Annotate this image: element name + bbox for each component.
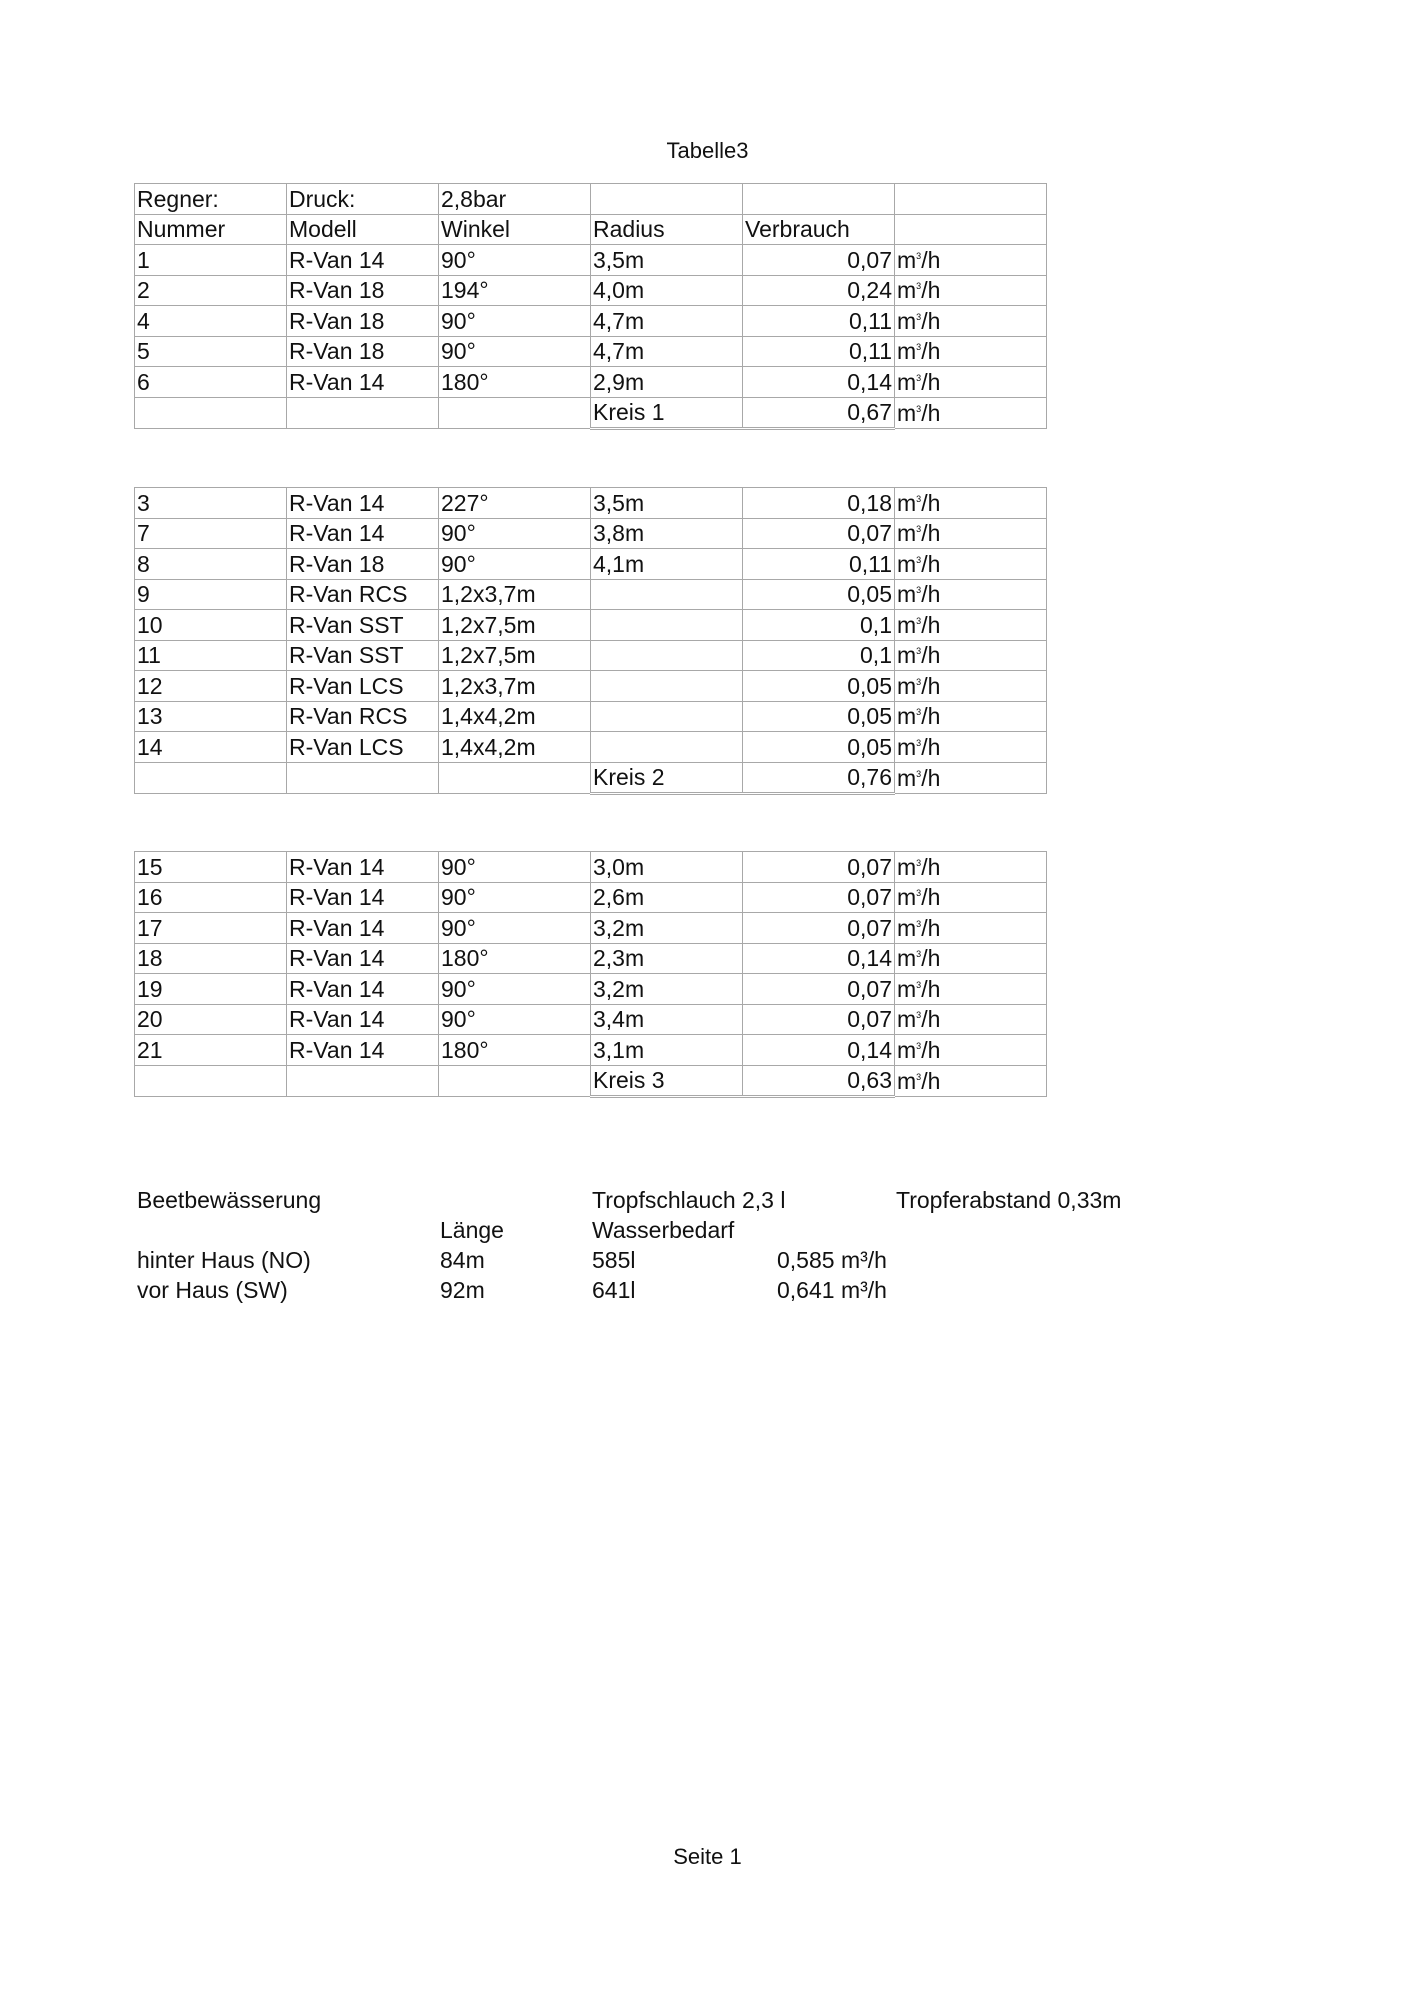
cell-radius: 4,1m: [591, 549, 743, 580]
unit-cell: $m^3/h$: [895, 1065, 1047, 1097]
cell-modell: R-Van RCS: [287, 579, 439, 610]
empty-cell: [895, 214, 1047, 245]
cell-verbrauch: 0,11: [743, 549, 895, 580]
cell-radius: 3,5m: [591, 488, 743, 519]
unit-cell: $m^3/h$: [895, 610, 1047, 641]
empty-cell: [439, 397, 591, 429]
cell-nummer: 16: [135, 882, 287, 913]
superscript-three: 3: [916, 372, 922, 383]
cell-nummer: 14: [135, 732, 287, 763]
superscript-three: 3: [916, 250, 922, 261]
cell-verbrauch: 0,1: [743, 610, 895, 641]
cell-radius: 3,0m: [591, 852, 743, 883]
beet-row-rate: 0,585 m³/h: [777, 1247, 887, 1273]
table-row: [135, 579, 1047, 610]
unit-cell: $m^3/h$: [895, 701, 1047, 732]
table-row: [135, 732, 1047, 763]
unit-cell: $m^3/h$: [895, 974, 1047, 1005]
unit-cell: $m^3/h$: [895, 336, 1047, 367]
cell-winkel: 180°: [439, 1035, 591, 1066]
cell-radius: [591, 732, 743, 763]
unit-cell: $m^3/h$: [895, 732, 1047, 763]
cell-nummer: 8: [135, 549, 287, 580]
table-row: [135, 367, 1047, 398]
table-row: [135, 1035, 1047, 1066]
cell-radius: 4,0m: [591, 275, 743, 306]
table-row: [135, 488, 1047, 519]
cell-modell: R-Van 14: [287, 1035, 439, 1066]
table-row: [135, 275, 1047, 306]
table-row: [135, 336, 1047, 367]
superscript-three: 3: [916, 857, 922, 868]
cell-verbrauch: 0,11: [743, 336, 895, 367]
cell-winkel: 1,2x3,7m: [439, 671, 591, 702]
superscript-three: 3: [916, 979, 922, 990]
empty-cell: [439, 762, 591, 794]
header-cell: Nummer: [135, 214, 287, 245]
cell-winkel: 1,2x7,5m: [439, 610, 591, 641]
cell-radius: 4,7m: [591, 336, 743, 367]
cell-verbrauch: 0,14: [743, 367, 895, 398]
beet-row-laenge: 92m: [440, 1277, 485, 1303]
cell-modell: R-Van 18: [287, 275, 439, 306]
superscript-three: 3: [916, 1010, 922, 1021]
unit-cell: $m^3/h$: [895, 852, 1047, 883]
cell-verbrauch: 0,07: [743, 974, 895, 1005]
superscript-three: 3: [916, 676, 922, 687]
table-row: [135, 610, 1047, 641]
empty-cell: [287, 762, 439, 794]
total-value: 0,63: [743, 1065, 895, 1097]
cell-verbrauch: 0,05: [743, 701, 895, 732]
sprinkler-table-kreis-3: [134, 851, 1047, 1098]
cell-radius: 4,7m: [591, 306, 743, 337]
cell-radius: 2,3m: [591, 943, 743, 974]
cell-radius: 3,2m: [591, 974, 743, 1005]
table-row: [135, 549, 1047, 580]
empty-cell: [135, 762, 287, 794]
cell-verbrauch: 0,07: [743, 882, 895, 913]
table-row: [135, 640, 1047, 671]
cell-nummer: 15: [135, 852, 287, 883]
cell-winkel: 90°: [439, 245, 591, 276]
beet-spacing-label: Tropferabstand 0,33m: [896, 1187, 1122, 1213]
superscript-three: 3: [916, 1040, 922, 1051]
superscript-three: 3: [916, 707, 922, 718]
cell-modell: R-Van SST: [287, 640, 439, 671]
cell-nummer: 17: [135, 913, 287, 944]
cell-radius: 2,6m: [591, 882, 743, 913]
cell-winkel: 1,4x4,2m: [439, 732, 591, 763]
cell-modell: R-Van 14: [287, 367, 439, 398]
total-value: 0,67: [743, 397, 895, 429]
header-cell: Radius: [591, 214, 743, 245]
beet-row-ort: vor Haus (SW): [137, 1277, 288, 1303]
cell-radius: [591, 701, 743, 732]
superscript-three: 3: [916, 585, 922, 596]
total-value: 0,76: [743, 762, 895, 794]
cell-nummer: 19: [135, 974, 287, 1005]
superscript-three: 3: [916, 311, 922, 322]
total-row: [135, 762, 1047, 794]
page-footer: Seite 1: [673, 1844, 742, 1869]
cell-nummer: 20: [135, 1004, 287, 1035]
cell-nummer: 21: [135, 1035, 287, 1066]
superscript-three: 3: [916, 646, 922, 657]
cell-winkel: 90°: [439, 518, 591, 549]
table-row: [135, 671, 1047, 702]
cell-winkel: 90°: [439, 974, 591, 1005]
table-header-row: [135, 184, 1047, 215]
beet-row-laenge: 84m: [440, 1247, 485, 1273]
cell-modell: R-Van 14: [287, 518, 439, 549]
beet-col-bedarf: Wasserbedarf: [592, 1217, 735, 1243]
cell-winkel: 1,2x7,5m: [439, 640, 591, 671]
header-cell: Druck:: [287, 184, 439, 215]
unit-cell: $m^3/h$: [895, 1004, 1047, 1035]
cell-nummer: 2: [135, 275, 287, 306]
cell-modell: R-Van 18: [287, 336, 439, 367]
unit-cell: $m^3/h$: [895, 397, 1047, 429]
cell-radius: 2,9m: [591, 367, 743, 398]
cell-modell: R-Van 14: [287, 974, 439, 1005]
header-cell: Winkel: [439, 214, 591, 245]
cell-radius: 3,1m: [591, 1035, 743, 1066]
table-row: [135, 943, 1047, 974]
superscript-three: 3: [916, 1071, 922, 1082]
cell-winkel: 1,2x3,7m: [439, 579, 591, 610]
cell-winkel: 180°: [439, 367, 591, 398]
cell-nummer: 12: [135, 671, 287, 702]
unit-cell: $m^3/h$: [895, 367, 1047, 398]
cell-winkel: 90°: [439, 913, 591, 944]
cell-verbrauch: 0,05: [743, 732, 895, 763]
cell-radius: 3,5m: [591, 245, 743, 276]
unit-cell: $m^3/h$: [895, 275, 1047, 306]
cell-modell: R-Van 14: [287, 943, 439, 974]
cell-radius: 3,4m: [591, 1004, 743, 1035]
cell-nummer: 3: [135, 488, 287, 519]
cell-verbrauch: 0,18: [743, 488, 895, 519]
beet-row-ort: hinter Haus (NO): [137, 1247, 311, 1273]
cell-winkel: 90°: [439, 306, 591, 337]
cell-verbrauch: 0,07: [743, 245, 895, 276]
header-cell: 2,8bar: [439, 184, 591, 215]
table-row: [135, 306, 1047, 337]
unit-cell: $m^3/h$: [895, 640, 1047, 671]
beet-row-rate: 0,641 m³/h: [777, 1277, 887, 1303]
cell-modell: R-Van RCS: [287, 701, 439, 732]
superscript-three: 3: [916, 403, 922, 414]
unit-cell: $m^3/h$: [895, 518, 1047, 549]
unit-cell: $m^3/h$: [895, 306, 1047, 337]
superscript-three: 3: [916, 888, 922, 899]
unit-cell: $m^3/h$: [895, 913, 1047, 944]
cell-modell: R-Van 14: [287, 913, 439, 944]
total-row: [135, 397, 1047, 429]
empty-cell: [287, 397, 439, 429]
cell-modell: R-Van 14: [287, 488, 439, 519]
cell-nummer: 7: [135, 518, 287, 549]
beet-row-liter: 641l: [592, 1277, 636, 1303]
cell-radius: [591, 610, 743, 641]
cell-verbrauch: 0,14: [743, 943, 895, 974]
cell-verbrauch: 0,07: [743, 852, 895, 883]
cell-verbrauch: 0,11: [743, 306, 895, 337]
table-row: [135, 852, 1047, 883]
cell-verbrauch: 0,24: [743, 275, 895, 306]
cell-modell: R-Van 18: [287, 306, 439, 337]
page-title: Tabelle3: [666, 138, 749, 163]
table-body: [135, 245, 1047, 398]
cell-modell: R-Van 14: [287, 882, 439, 913]
cell-modell: R-Van LCS: [287, 732, 439, 763]
cell-winkel: 90°: [439, 1004, 591, 1035]
cell-verbrauch: 0,07: [743, 518, 895, 549]
cell-modell: R-Van 18: [287, 549, 439, 580]
total-label: Kreis 3: [591, 1065, 743, 1097]
cell-radius: [591, 640, 743, 671]
cell-winkel: 180°: [439, 943, 591, 974]
empty-cell: [439, 1065, 591, 1097]
total-label: Kreis 2: [591, 762, 743, 794]
unit-cell: $m^3/h$: [895, 943, 1047, 974]
table-row: [135, 245, 1047, 276]
unit-cell: $m^3/h$: [895, 488, 1047, 519]
table-row: [135, 701, 1047, 732]
cell-winkel: 1,4x4,2m: [439, 701, 591, 732]
unit-cell: $m^3/h$: [895, 245, 1047, 276]
cell-winkel: 90°: [439, 549, 591, 580]
cell-verbrauch: 0,14: [743, 1035, 895, 1066]
superscript-three: 3: [916, 949, 922, 960]
cell-nummer: 5: [135, 336, 287, 367]
total-label: Kreis 1: [591, 397, 743, 429]
table-header-row: [135, 214, 1047, 245]
empty-cell: [895, 184, 1047, 215]
cell-radius: 3,2m: [591, 913, 743, 944]
cell-nummer: 11: [135, 640, 287, 671]
cell-winkel: 194°: [439, 275, 591, 306]
header-cell: Verbrauch: [743, 214, 895, 245]
total-row: [135, 1065, 1047, 1097]
cell-verbrauch: 0,07: [743, 1004, 895, 1035]
superscript-three: 3: [916, 737, 922, 748]
sprinkler-table-kreis-2: [134, 487, 1047, 795]
cell-verbrauch: 0,05: [743, 579, 895, 610]
beet-row-liter: 585l: [592, 1247, 636, 1273]
cell-verbrauch: 0,07: [743, 913, 895, 944]
beet-col-laenge: Länge: [440, 1217, 504, 1243]
table-row: [135, 518, 1047, 549]
empty-cell: [135, 397, 287, 429]
superscript-three: 3: [916, 615, 922, 626]
cell-nummer: 10: [135, 610, 287, 641]
cell-nummer: 18: [135, 943, 287, 974]
unit-cell: $m^3/h$: [895, 549, 1047, 580]
superscript-three: 3: [916, 918, 922, 929]
cell-nummer: 9: [135, 579, 287, 610]
beet-hose-label: Tropfschlauch 2,3 l: [592, 1187, 786, 1213]
unit-cell: $m^3/h$: [895, 1035, 1047, 1066]
cell-winkel: 90°: [439, 852, 591, 883]
empty-cell: [591, 184, 743, 215]
cell-modell: R-Van 14: [287, 245, 439, 276]
superscript-three: 3: [916, 554, 922, 565]
table-row: [135, 913, 1047, 944]
cell-modell: R-Van SST: [287, 610, 439, 641]
cell-nummer: 6: [135, 367, 287, 398]
table-body: [135, 852, 1047, 1066]
cell-winkel: 227°: [439, 488, 591, 519]
cell-verbrauch: 0,1: [743, 640, 895, 671]
sprinkler-table-kreis-1: [134, 183, 1047, 430]
cell-radius: 3,8m: [591, 518, 743, 549]
empty-cell: [135, 1065, 287, 1097]
header-cell: Modell: [287, 214, 439, 245]
cell-modell: R-Van 14: [287, 1004, 439, 1035]
empty-cell: [287, 1065, 439, 1097]
cell-nummer: 1: [135, 245, 287, 276]
superscript-three: 3: [916, 524, 922, 535]
superscript-three: 3: [916, 493, 922, 504]
unit-cell: $m^3/h$: [895, 579, 1047, 610]
table-row: [135, 882, 1047, 913]
beet-heading: Beetbewässerung: [137, 1187, 322, 1213]
superscript-three: 3: [916, 281, 922, 292]
superscript-three: 3: [916, 342, 922, 353]
table-total: [135, 762, 1047, 794]
table-row: [135, 1004, 1047, 1035]
table-total: [135, 1065, 1047, 1097]
superscript-three: 3: [916, 768, 922, 779]
cell-winkel: 90°: [439, 882, 591, 913]
header-cell: Regner:: [135, 184, 287, 215]
unit-cell: $m^3/h$: [895, 882, 1047, 913]
cell-radius: [591, 671, 743, 702]
cell-modell: R-Van LCS: [287, 671, 439, 702]
cell-verbrauch: 0,05: [743, 671, 895, 702]
cell-modell: R-Van 14: [287, 852, 439, 883]
table-total: [135, 397, 1047, 429]
table-row: [135, 974, 1047, 1005]
cell-nummer: 13: [135, 701, 287, 732]
table-body: [135, 488, 1047, 763]
cell-nummer: 4: [135, 306, 287, 337]
unit-cell: $m^3/h$: [895, 671, 1047, 702]
unit-cell: $m^3/h$: [895, 762, 1047, 794]
cell-winkel: 90°: [439, 336, 591, 367]
cell-radius: [591, 579, 743, 610]
empty-cell: [743, 184, 895, 215]
